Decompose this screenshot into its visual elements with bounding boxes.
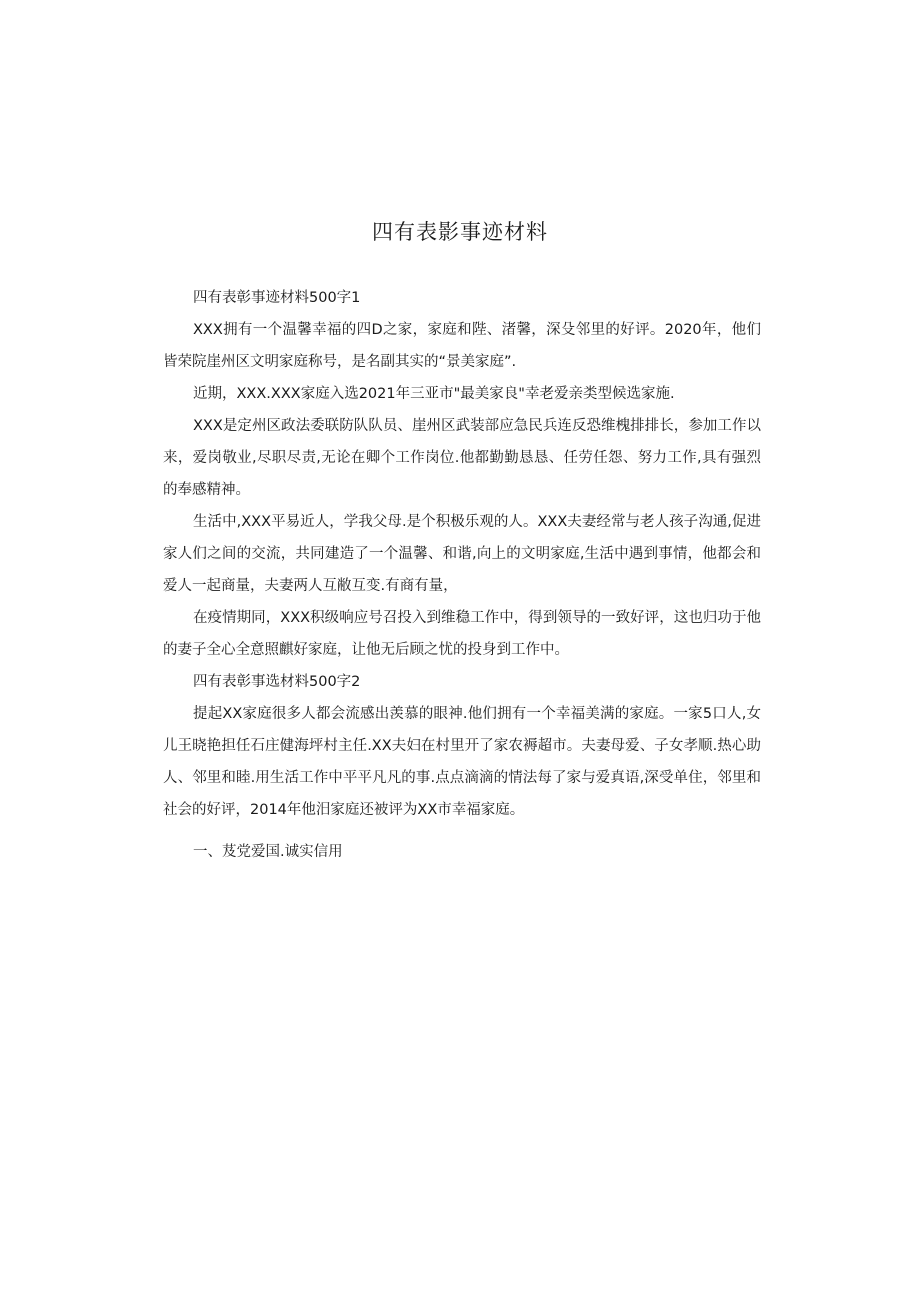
spacer	[163, 826, 761, 836]
paragraph-6: 提起XX家庭很多人都会流感出羡慕的眼神.他们拥有一个幸福美满的家庭。一家5口人,女儿王晓艳担任石庄健海坪村主任.XX夫妇在村里开了家农褥超市。夫妻母爱、子女孝顺.热心助人、邻里和睦.用生活工作中平平凡凡的事.点点滴滴的情法每了家与爱真语,深受单住，邻里和社会的好评，2014年他汨家庭还被评为XX市幸福家庭。	[163, 706, 761, 818]
paragraph-2: 近期，XXX.XXX家庭入选2021年三亚市"最美家良"幸老爱亲类型候选家施.	[193, 386, 675, 402]
document-body	[163, 282, 761, 868]
page-title: 四有表影事迹材料	[372, 220, 548, 244]
paragraph-4: 生活中,XXX平易近人，学我父母.是个积极乐观的人。XXX夫妻经常与老人孩子沟通,促进家人们之间的交流，共同建造了一个温馨、和谐,向上的文明家庭,生活中遇到事情，他都会和爱人一起商量，夫妻两人互敝互变.有商有量，	[163, 514, 761, 594]
subheading-1: 四有表彰事迹材料500字1	[193, 290, 361, 306]
paragraph-3: XXX是定州区政法委联防队队员、崖州区武装部应急民兵连反恐维槐排排长，参加工作以来，爱岗敬业,尽职尽责,无论在卿个工作岗位.他都勤勤恳恳、任劳任怨、努力工作,具有强烈的奉感精神。	[163, 418, 761, 498]
paragraph-1: XXX拥有一个温馨幸福的四D之家，家庭和陛、渚馨，深殳邻里的好评。2020年，他们皆荣院崖州区文明家庭称号，是名副其实的“景美家庭”.	[163, 322, 761, 370]
section-heading: 一、芨党爱国.诚实信用	[193, 844, 343, 860]
paragraph-5: 在疫情期同，XXX积级响应号召投入到维稳工作中，得到领导的一致好评，这也归功于他的妻子全心全意照麒好家庭，让他无后顾之忧的投身到工作中。	[163, 610, 761, 658]
subheading-2: 四有表彰事选材料500字2	[193, 674, 361, 690]
